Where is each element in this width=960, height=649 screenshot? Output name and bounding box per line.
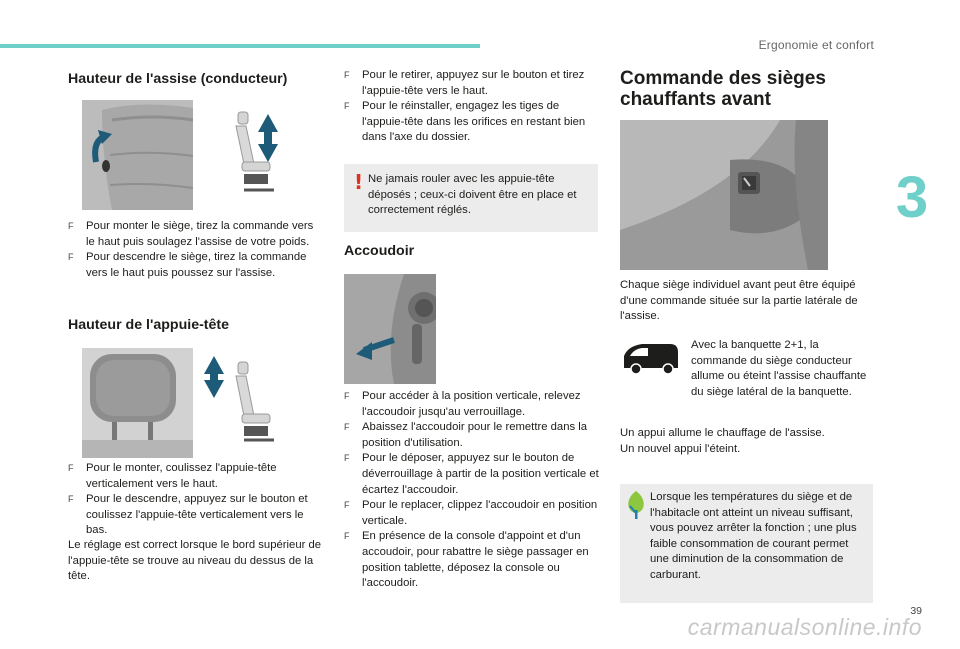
warning-box <box>344 164 598 232</box>
list-item: F En présence de la console d'appoint et d'un accoudoir, pour rabattre le siège passager en position tablette, déposez la console ou l'accoudoir. <box>344 529 602 591</box>
list-item: F Pour le réinstaller, engagez les tiges de l'appuie-tête dans les orifices en restant bien dans l'axe du dossier. <box>344 99 602 146</box>
headrest-removal-bullets <box>344 68 602 146</box>
seat-lever-photo <box>82 100 193 210</box>
eco-tip-text: Lorsque les températures du siège et de l'habitacle ont atteint un niveau suffisant, vous pouvez arrêter la fonction ; une plus faible consommation de courant permet une diminution de la consommation de carburant. <box>650 491 857 581</box>
heated-seats-title-line1: Commande des sièges <box>620 68 826 89</box>
headrest-note: Le réglage est correct lorsque le bord supérieur de l'appuie-tête se trouve au niveau du dessus de la tête. <box>68 539 322 583</box>
eco-tip-box <box>620 484 873 603</box>
list-item: F Pour le retirer, appuyez sur le bouton et tirez l'appuie-tête vers le haut. <box>344 68 602 99</box>
armrest-bullets <box>344 389 602 592</box>
list-item: F Pour le descendre, appuyez sur le bouton et coulissez l'appuie-tête verticalement vers le bas. <box>68 492 324 539</box>
headrest-photo <box>82 348 193 458</box>
headrest-title: Hauteur de l'appuie-tête <box>68 317 230 333</box>
seat-height-bullets <box>68 219 324 281</box>
seat-height-title: Hauteur de l'assise (conducteur) <box>68 71 288 87</box>
headrest-bullets <box>68 461 324 539</box>
eco-tip-icon <box>626 490 646 520</box>
list-item: F Abaissez l'accoudoir pour le remettre dans la position d'utilisation. <box>344 420 602 451</box>
armrest-title: Accoudoir <box>344 243 415 259</box>
warning-text: Ne jamais rouler avec les appuie-tête déposés ; ceux-ci doivent être en place et correctement réglés. <box>368 173 577 217</box>
list-item: F Pour descendre le siège, tirez la commande vers le haut puis poussez sur l'assise. <box>68 250 324 281</box>
chapter-number: 3 <box>895 165 929 230</box>
watermark: carmanualsonline.info <box>687 614 922 640</box>
section-header: Ergonomie et confort <box>758 38 874 52</box>
headrest-diagram <box>200 352 280 444</box>
van-icon <box>620 340 682 374</box>
list-item: F Pour le replacer, clippez l'accoudoir en position verticale. <box>344 498 602 529</box>
list-item: F Pour monter le siège, tirez la commande vers le haut puis soulagez l'assise de votre poids. <box>68 219 324 250</box>
seat-height-diagram <box>220 104 292 196</box>
press-on-text: Un appui allume le chauffage de l'assise. <box>620 427 825 439</box>
armrest-photo <box>344 274 436 384</box>
list-item: F Pour le monter, coulissez l'appuie-tête verticalement vers le haut. <box>68 461 324 492</box>
page-number: 39 <box>910 605 922 617</box>
list-item: F Pour accéder à la position verticale, relevez l'accoudoir jusqu'au verrouillage. <box>344 389 602 420</box>
warning-icon: ! <box>354 170 364 194</box>
press-off-text: Un nouvel appui l'éteint. <box>620 443 741 455</box>
heated-seat-switch-photo <box>620 120 828 270</box>
van-note: Avec la banquette 2+1, la commande du siège conducteur allume ou éteint l'assise chauffante du siège latéral de la banquette. <box>691 339 867 398</box>
heated-seats-title-line2: chauffants avant <box>620 89 771 110</box>
heated-seats-intro: Chaque siège individuel avant peut être équipé d'une commande située sur la partie latérale de l'assise. <box>620 279 858 323</box>
top-accent-bar <box>0 44 480 48</box>
list-item: F Pour le déposer, appuyez sur le bouton de déverrouillage à partir de la position verticale et écartez l'accoudoir. <box>344 451 602 498</box>
